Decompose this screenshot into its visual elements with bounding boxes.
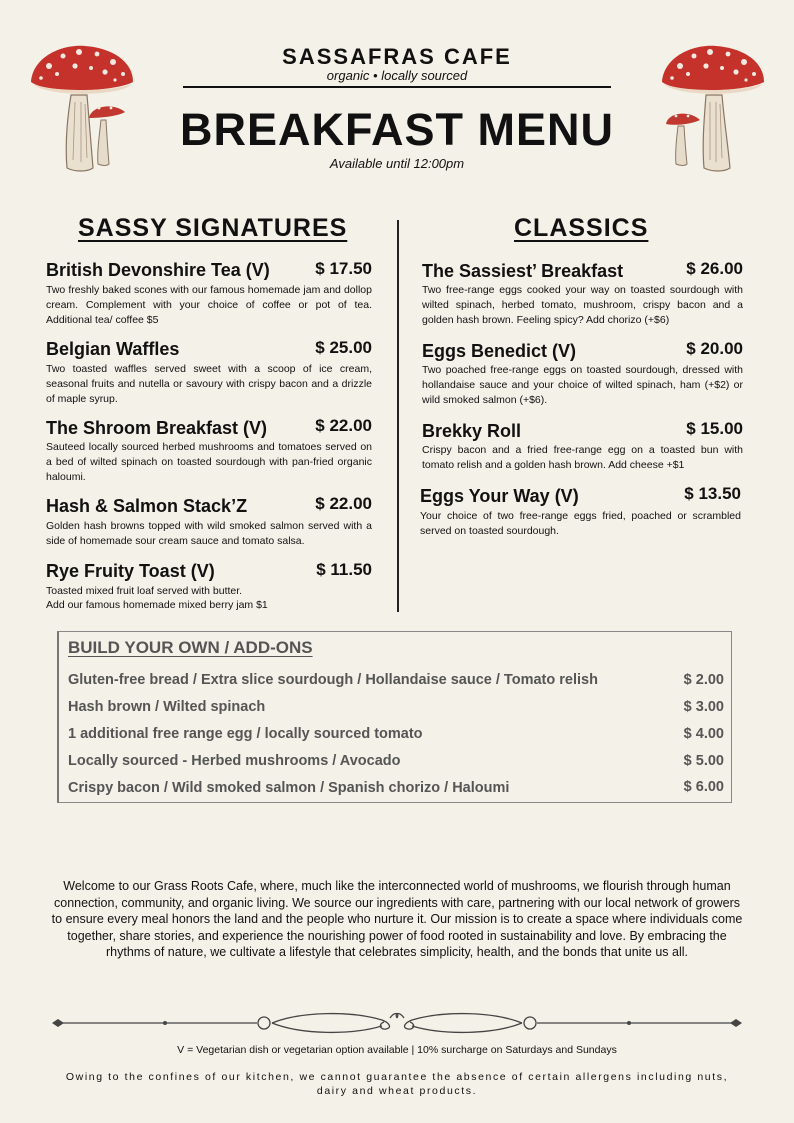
menu-item-price: $ 17.50: [315, 259, 372, 278]
menu-item-price: $ 13.50: [684, 484, 741, 503]
menu-item-description: Add our famous homemade mixed berry jam $1: [46, 599, 268, 611]
header-divider: [183, 86, 611, 88]
addon-price: $ 2.00: [683, 672, 724, 688]
menu-item-description: Your choice of two free-range eggs fried, poached or scrambled served on toasted sourdough.: [420, 510, 741, 537]
menu-title: BREAKFAST MENU: [179, 104, 614, 155]
column-divider: [397, 220, 399, 612]
menu-item-name: Rye Fruity Toast (V): [46, 561, 215, 581]
menu-item-name: Brekky Roll: [422, 421, 522, 441]
menu-item-name: Belgian Waffles: [46, 339, 180, 359]
addons-heading: BUILD YOUR OWN / ADD-ONS: [68, 638, 313, 657]
menu-item-name: Eggs Your Way (V): [420, 486, 579, 506]
cafe-name: SASSAFRAS CAFE: [282, 44, 512, 69]
addon-price: $ 3.00: [683, 699, 724, 715]
menu-item-price: $ 26.00: [686, 259, 743, 278]
menu-item-name: British Devonshire Tea (V): [46, 260, 270, 280]
addon-price: $ 4.00: [683, 726, 724, 742]
menu-item-description: Two freshly baked scones with our famous homemade jam and dollop cream. Complement with your choice of coffee or pot of tea. Additional tea/ coffee $5: [46, 284, 372, 326]
menu-item-price: $ 15.00: [686, 419, 743, 438]
signatures-heading: SASSY SIGNATURES: [78, 214, 348, 242]
menu-item-name: The Shroom Breakfast (V): [46, 418, 268, 438]
menu-item-price: $ 25.00: [315, 338, 372, 357]
addon-label: Locally sourced - Herbed mushrooms / Avocado: [68, 753, 401, 769]
menu-item-name: Eggs Benedict (V): [422, 341, 577, 361]
menu-item-name: The Sassiest’ Breakfast: [422, 261, 624, 281]
vegetarian-legend: V = Vegetarian dish or vegetarian option available | 10% surcharge on Saturdays and Sundays: [177, 1044, 617, 1056]
addon-label: Crispy bacon / Wild smoked salmon / Spanish chorizo / Haloumi: [68, 780, 510, 796]
ornamental-flourish-icon: [52, 1008, 742, 1038]
menu-item-description: Crispy bacon and a fried free-range egg on a toasted bun with tomato relish and a golden hash brown. Add cheese +$1: [422, 444, 743, 471]
menu-item-name: Hash & Salmon Stack’Z: [46, 496, 248, 516]
addon-label: Gluten-free bread / Extra slice sourdough / Hollandaise sauce / Tomato relish: [68, 672, 598, 688]
addon-label: 1 additional free range egg / locally sourced tomato: [68, 726, 423, 742]
addon-price: $ 5.00: [683, 753, 724, 769]
menu-item-description: Two poached free-range eggs on toasted sourdough, dressed with hollandaise sauce and your choice of wilted spinach, ham (+$2) or wild smoked salmon (+$6).: [422, 364, 743, 406]
menu-item-price: $ 20.00: [686, 339, 743, 358]
menu-item-description: Sauteed locally sourced herbed mushrooms and tomatoes served on a bed of wilted spinach on toasted sourdough with pan-fried organic haloumi.: [46, 441, 372, 483]
addon-price: $ 6.00: [683, 779, 724, 795]
mission-statement: Welcome to our Grass Roots Cafe, where, much like the interconnected world of mushrooms, we flourish through human connection, community, and organic living. We source our ingredients with care, partnering with our local network of growers to ensure every meal honors the land and the people who nurture it. Our mission is to create a space where individuals come together, share stories, and experience the nourishing power of food rooted in sustainability and love. By embracing the rhythms of nature, we cultivate a lifestyle that celebrates simplicity, health, and the bonds that unite us all.: [51, 879, 743, 959]
menu-item-description: Two toasted waffles served sweet with a scoop of ice cream, seasonal fruits and nutella or savoury with crispy bacon and a drizzle of maple syrup.: [46, 363, 372, 405]
menu-item-description: Golden hash browns topped with wild smoked salmon served with a side of homemade sour cream sauce and tomato salsa.: [46, 520, 372, 547]
menu-item-price: $ 22.00: [315, 416, 372, 435]
allergen-notice: Owing to the confines of our kitchen, we cannot guarantee the absence of certain allergens including nuts, dairy and wheat products.: [65, 1071, 729, 1097]
cafe-tagline: organic • locally sourced: [326, 68, 468, 83]
classics-heading: CLASSICS: [514, 214, 649, 242]
menu-item-price: $ 11.50: [316, 560, 372, 579]
addon-label: Hash brown / Wilted spinach: [68, 699, 266, 715]
availability-note: Available until 12:00pm: [329, 156, 465, 171]
menu-item-price: $ 22.00: [315, 494, 372, 513]
menu-item-description: Two free-range eggs cooked your way on toasted sourdough with wilted spinach, herbed tomato, mushroom, crispy bacon and a golden hash brown. Feeling spicy? Add chorizo (+$6): [422, 284, 743, 326]
menu-item-description: Toasted mixed fruit loaf served with butter.: [46, 585, 243, 597]
